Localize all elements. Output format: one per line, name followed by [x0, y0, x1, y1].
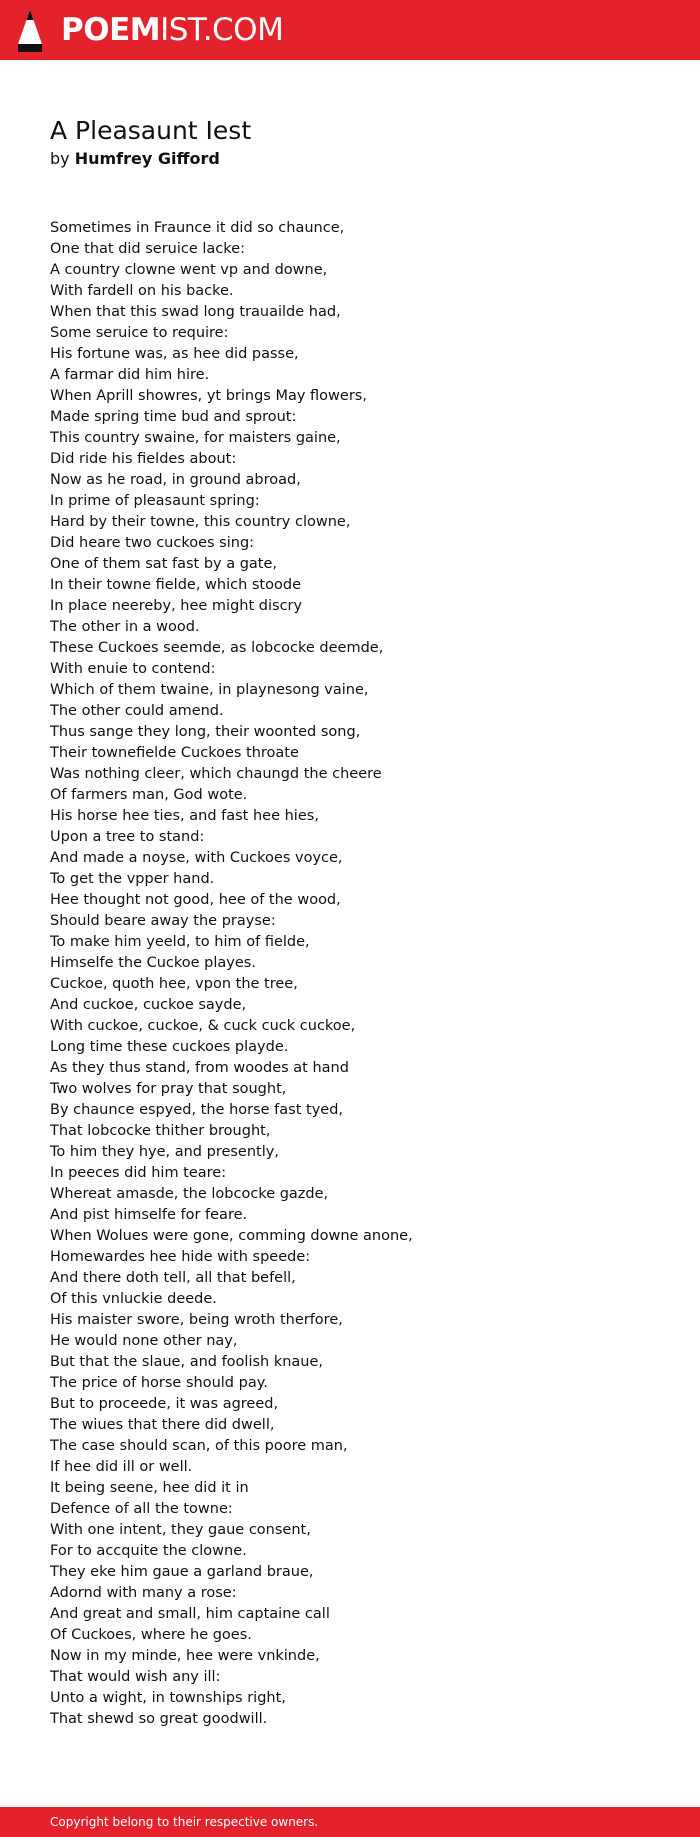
poem-line: Now as he road, in ground abroad, — [50, 472, 301, 488]
poem-line: Two wolves for pray that sought, — [50, 1081, 287, 1097]
poem-line: The wiues that there did dwell, — [50, 1417, 275, 1433]
poem-line: Was nothing cleer, which chaungd the cheere — [50, 766, 382, 782]
poem-line: Should beare away the prayse: — [50, 913, 276, 929]
poem-line: Did ride his fieldes about: — [50, 451, 237, 467]
poem-line: The price of horse should pay. — [50, 1375, 268, 1391]
poem-line: When Aprill showres, yt brings May flowers, — [50, 388, 367, 404]
poem-line: To him they hye, and presently, — [50, 1144, 279, 1160]
poem-line: And made a noyse, with Cuckoes voyce, — [50, 850, 343, 866]
poem-line: And there doth tell, all that befell, — [50, 1270, 296, 1286]
poem-line: With cuckoe, cuckoe, & cuck cuck cuckoe, — [50, 1018, 356, 1034]
poem-line: Which of them twaine, in playnesong vaine, — [50, 682, 369, 698]
poem-line: Cuckoe, quoth hee, vpon the tree, — [50, 976, 298, 992]
poem-line: Defence of all the towne: — [50, 1501, 233, 1517]
poem-line: In their towne fielde, which stoode — [50, 577, 301, 593]
poem-line: For to accquite the clowne. — [50, 1543, 247, 1559]
poem-line: Their townefielde Cuckoes throate — [50, 745, 299, 761]
poem-line: A farmar did him hire. — [50, 367, 210, 383]
poem-line: Adornd with many a rose: — [50, 1585, 237, 1601]
logo-strong: POEM — [61, 12, 161, 48]
poem-line: It being seene, hee did it in — [50, 1480, 249, 1496]
poem-line: To make him yeeld, to him of fielde, — [50, 934, 310, 950]
poem-line: And great and small, him captaine call — [50, 1606, 330, 1622]
poem-line: The other in a wood. — [50, 619, 200, 635]
poem-line: In peeces did him teare: — [50, 1165, 227, 1181]
poem-line: By chaunce espyed, the horse fast tyed, — [50, 1102, 344, 1118]
poem-line: That lobcocke thither brought, — [50, 1123, 271, 1139]
poem-line: One that did seruice lacke: — [50, 241, 245, 257]
poem-line: He would none other nay, — [50, 1333, 238, 1349]
poem-line: His horse hee ties, and fast hee hies, — [50, 808, 319, 824]
poem-line: And cuckoe, cuckoe sayde, — [50, 997, 247, 1013]
poem-line: Of farmers man, God wote. — [50, 787, 248, 803]
poem-line: If hee did ill or well. — [50, 1459, 193, 1475]
poem-body — [50, 218, 413, 1730]
byline-prefix: by — [50, 149, 70, 168]
pencil-icon[interactable] — [18, 10, 42, 52]
poem-line: With enuie to contend: — [50, 661, 216, 677]
poem-line: This country swaine, for maisters gaine, — [50, 430, 341, 446]
byline — [50, 148, 220, 170]
poem-line: Hard by their towne, this country clowne, — [50, 514, 351, 530]
poem-line: As they thus stand, from woodes at hand — [50, 1060, 349, 1076]
poem-line: The case should scan, of this poore man, — [50, 1438, 348, 1454]
site-logo[interactable] — [61, 10, 283, 50]
logo-light: IST.COM — [160, 12, 284, 48]
poem-line: With fardell on his backe. — [50, 283, 234, 299]
poem-line: Some seruice to require: — [50, 325, 229, 341]
poem-line: Did heare two cuckoes sing: — [50, 535, 255, 551]
poem-line: His fortune was, as hee did passe, — [50, 346, 299, 362]
poem-line: Thus sange they long, their woonted song, — [50, 724, 361, 740]
copyright-notice: Copyright belong to their respective owners. — [50, 1815, 319, 1829]
poem-line: His maister swore, being wroth therfore, — [50, 1312, 343, 1328]
poem-line: Of Cuckoes, where he goes. — [50, 1627, 252, 1643]
poem-line: When Wolues were gone, comming downe anone, — [50, 1228, 413, 1244]
poem-author: Humfrey Gifford — [74, 149, 220, 168]
site-footer — [0, 1807, 700, 1837]
poem-line: Sometimes in Fraunce it did so chaunce, — [50, 220, 345, 236]
poem-line: Upon a tree to stand: — [50, 829, 205, 845]
site-header — [0, 0, 700, 60]
poem-line: Unto a wight, in townships right, — [50, 1690, 286, 1706]
poem-line: The other could amend. — [50, 703, 224, 719]
poem-line: In prime of pleasaunt spring: — [50, 493, 260, 509]
poem-line: But to proceede, it was agreed, — [50, 1396, 279, 1412]
poem-line: Hee thought not good, hee of the wood, — [50, 892, 341, 908]
poem-line: One of them sat fast by a gate, — [50, 556, 278, 572]
poem-line: But that the slaue, and foolish knaue, — [50, 1354, 324, 1370]
poem-line: That shewd so great goodwill. — [50, 1711, 268, 1727]
poem-line: These Cuckoes seemde, as lobcocke deemde, — [50, 640, 384, 656]
poem-line: Now in my minde, hee were vnkinde, — [50, 1648, 320, 1664]
poem-line: In place neereby, hee might discry — [50, 598, 303, 614]
poem-line: To get the vpper hand. — [50, 871, 215, 887]
poem-line: Himselfe the Cuckoe playes. — [50, 955, 256, 971]
poem-line: Made spring time bud and sprout: — [50, 409, 297, 425]
poem-line: Of this vnluckie deede. — [50, 1291, 217, 1307]
poem-line: When that this swad long trauailde had, — [50, 304, 341, 320]
poem-line: Homewardes hee hide with speede: — [50, 1249, 311, 1265]
poem-line: With one intent, they gaue consent, — [50, 1522, 311, 1538]
poem-line: They eke him gaue a garland braue, — [50, 1564, 314, 1580]
poem-line: That would wish any ill: — [50, 1669, 221, 1685]
poem-line: Whereat amasde, the lobcocke gazde, — [50, 1186, 329, 1202]
poem-line: A country clowne went vp and downe, — [50, 262, 328, 278]
poem-line: And pist himselfe for feare. — [50, 1207, 248, 1223]
poem-title: A Pleasaunt Iest — [50, 116, 252, 145]
poem-line: Long time these cuckoes playde. — [50, 1039, 289, 1055]
